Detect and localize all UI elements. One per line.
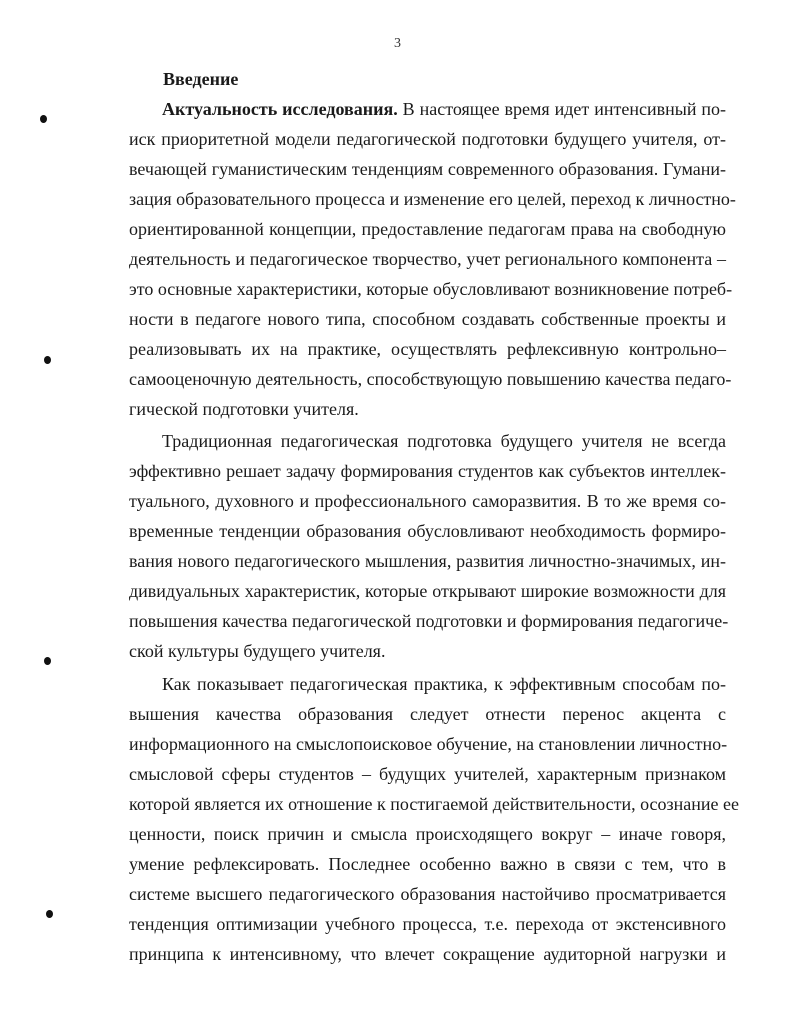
text-line: Традиционная педагогическая подготовка будущего учителя не всегда: [162, 431, 726, 451]
scan-mark: [44, 657, 51, 665]
text-line: дивидуальных характеристик, которые открывают широкие возможности для: [129, 581, 726, 601]
text-line: смысловой сферы студентов – будущих учителей, характерным признаком: [129, 764, 726, 784]
text-line: Как показывает педагогическая практика, к эффективным способам по-: [162, 674, 726, 694]
text-line: ности в педагоге нового типа, способном создавать собственные проекты и: [129, 309, 726, 329]
text-line: гической подготовки учителя.: [129, 399, 359, 419]
text-line: туального, духовного и профессионального саморазвития. В то же время со-: [129, 491, 726, 511]
text-line: [129, 94, 726, 124]
text-line: самооценочную деятельность, способствующую повышению качества педаго-: [129, 369, 732, 389]
paragraph-2: [129, 426, 729, 666]
text-line: зация образовательного процесса и изменение его целей, переход к личностно-: [129, 189, 736, 209]
text-line: это основные характеристики, которые обусловливают возникновение потреб-: [129, 279, 733, 299]
paragraph-1: [129, 94, 736, 424]
text-line: ценности, поиск причин и смысла происходящего вокруг – иначе говоря,: [129, 824, 726, 844]
scan-mark: [44, 356, 51, 364]
page-number: 3: [394, 36, 401, 51]
text-line: тенденция оптимизации учебного процесса, т.е. перехода от экстенсивного: [129, 914, 726, 934]
text-line: которой является их отношение к постигаемой действительности, осознание ее: [129, 794, 739, 814]
text-line: ориентированной концепции, предоставление педагогам права на свободную: [129, 219, 726, 239]
text-line: реализовывать их на практике, осуществлять рефлексивную контрольно–: [129, 339, 726, 359]
text-line: иск приоритетной модели педагогической подготовки будущего учителя, от-: [129, 129, 726, 149]
text-line: временные тенденции образования обусловливают необходимость формиро-: [129, 521, 726, 541]
text-line: вышения качества образования следует отнести перенос акцента с: [129, 704, 726, 724]
text-line: принципа к интенсивному, что влечет сокращение аудиторной нагрузки и: [129, 944, 726, 964]
text-line: системе высшего педагогического образования настойчиво просматривается: [129, 884, 726, 904]
text-line: информационного на смыслопоисковое обучение, на становлении личностно-: [129, 734, 728, 754]
text-line: вечающей гуманистическим тенденциям современного образования. Гумани-: [129, 159, 726, 179]
text-line: вания нового педагогического мышления, развития личностно-значимых, ин-: [129, 551, 726, 571]
text-line: ской культуры будущего учителя.: [129, 641, 386, 661]
text-line: эффективно решает задачу формирования студентов как субъектов интеллек-: [129, 461, 726, 481]
scan-mark: [40, 115, 47, 123]
text-fragment: В настоящее время идет интенсивный по-: [397, 99, 727, 119]
lead-phrase: Актуальность исследования.: [162, 99, 398, 119]
scan-mark: [46, 910, 53, 918]
text-line: повышения качества педагогической подготовки и формирования педагогиче-: [129, 611, 729, 631]
text-line: умение рефлексировать. Последнее особенно важно в связи с тем, что в: [129, 854, 726, 874]
text-line: деятельность и педагогическое творчество, учет регионального компонента –: [129, 249, 726, 269]
paragraph-3: [129, 669, 739, 969]
page-title: Введение: [163, 69, 239, 89]
